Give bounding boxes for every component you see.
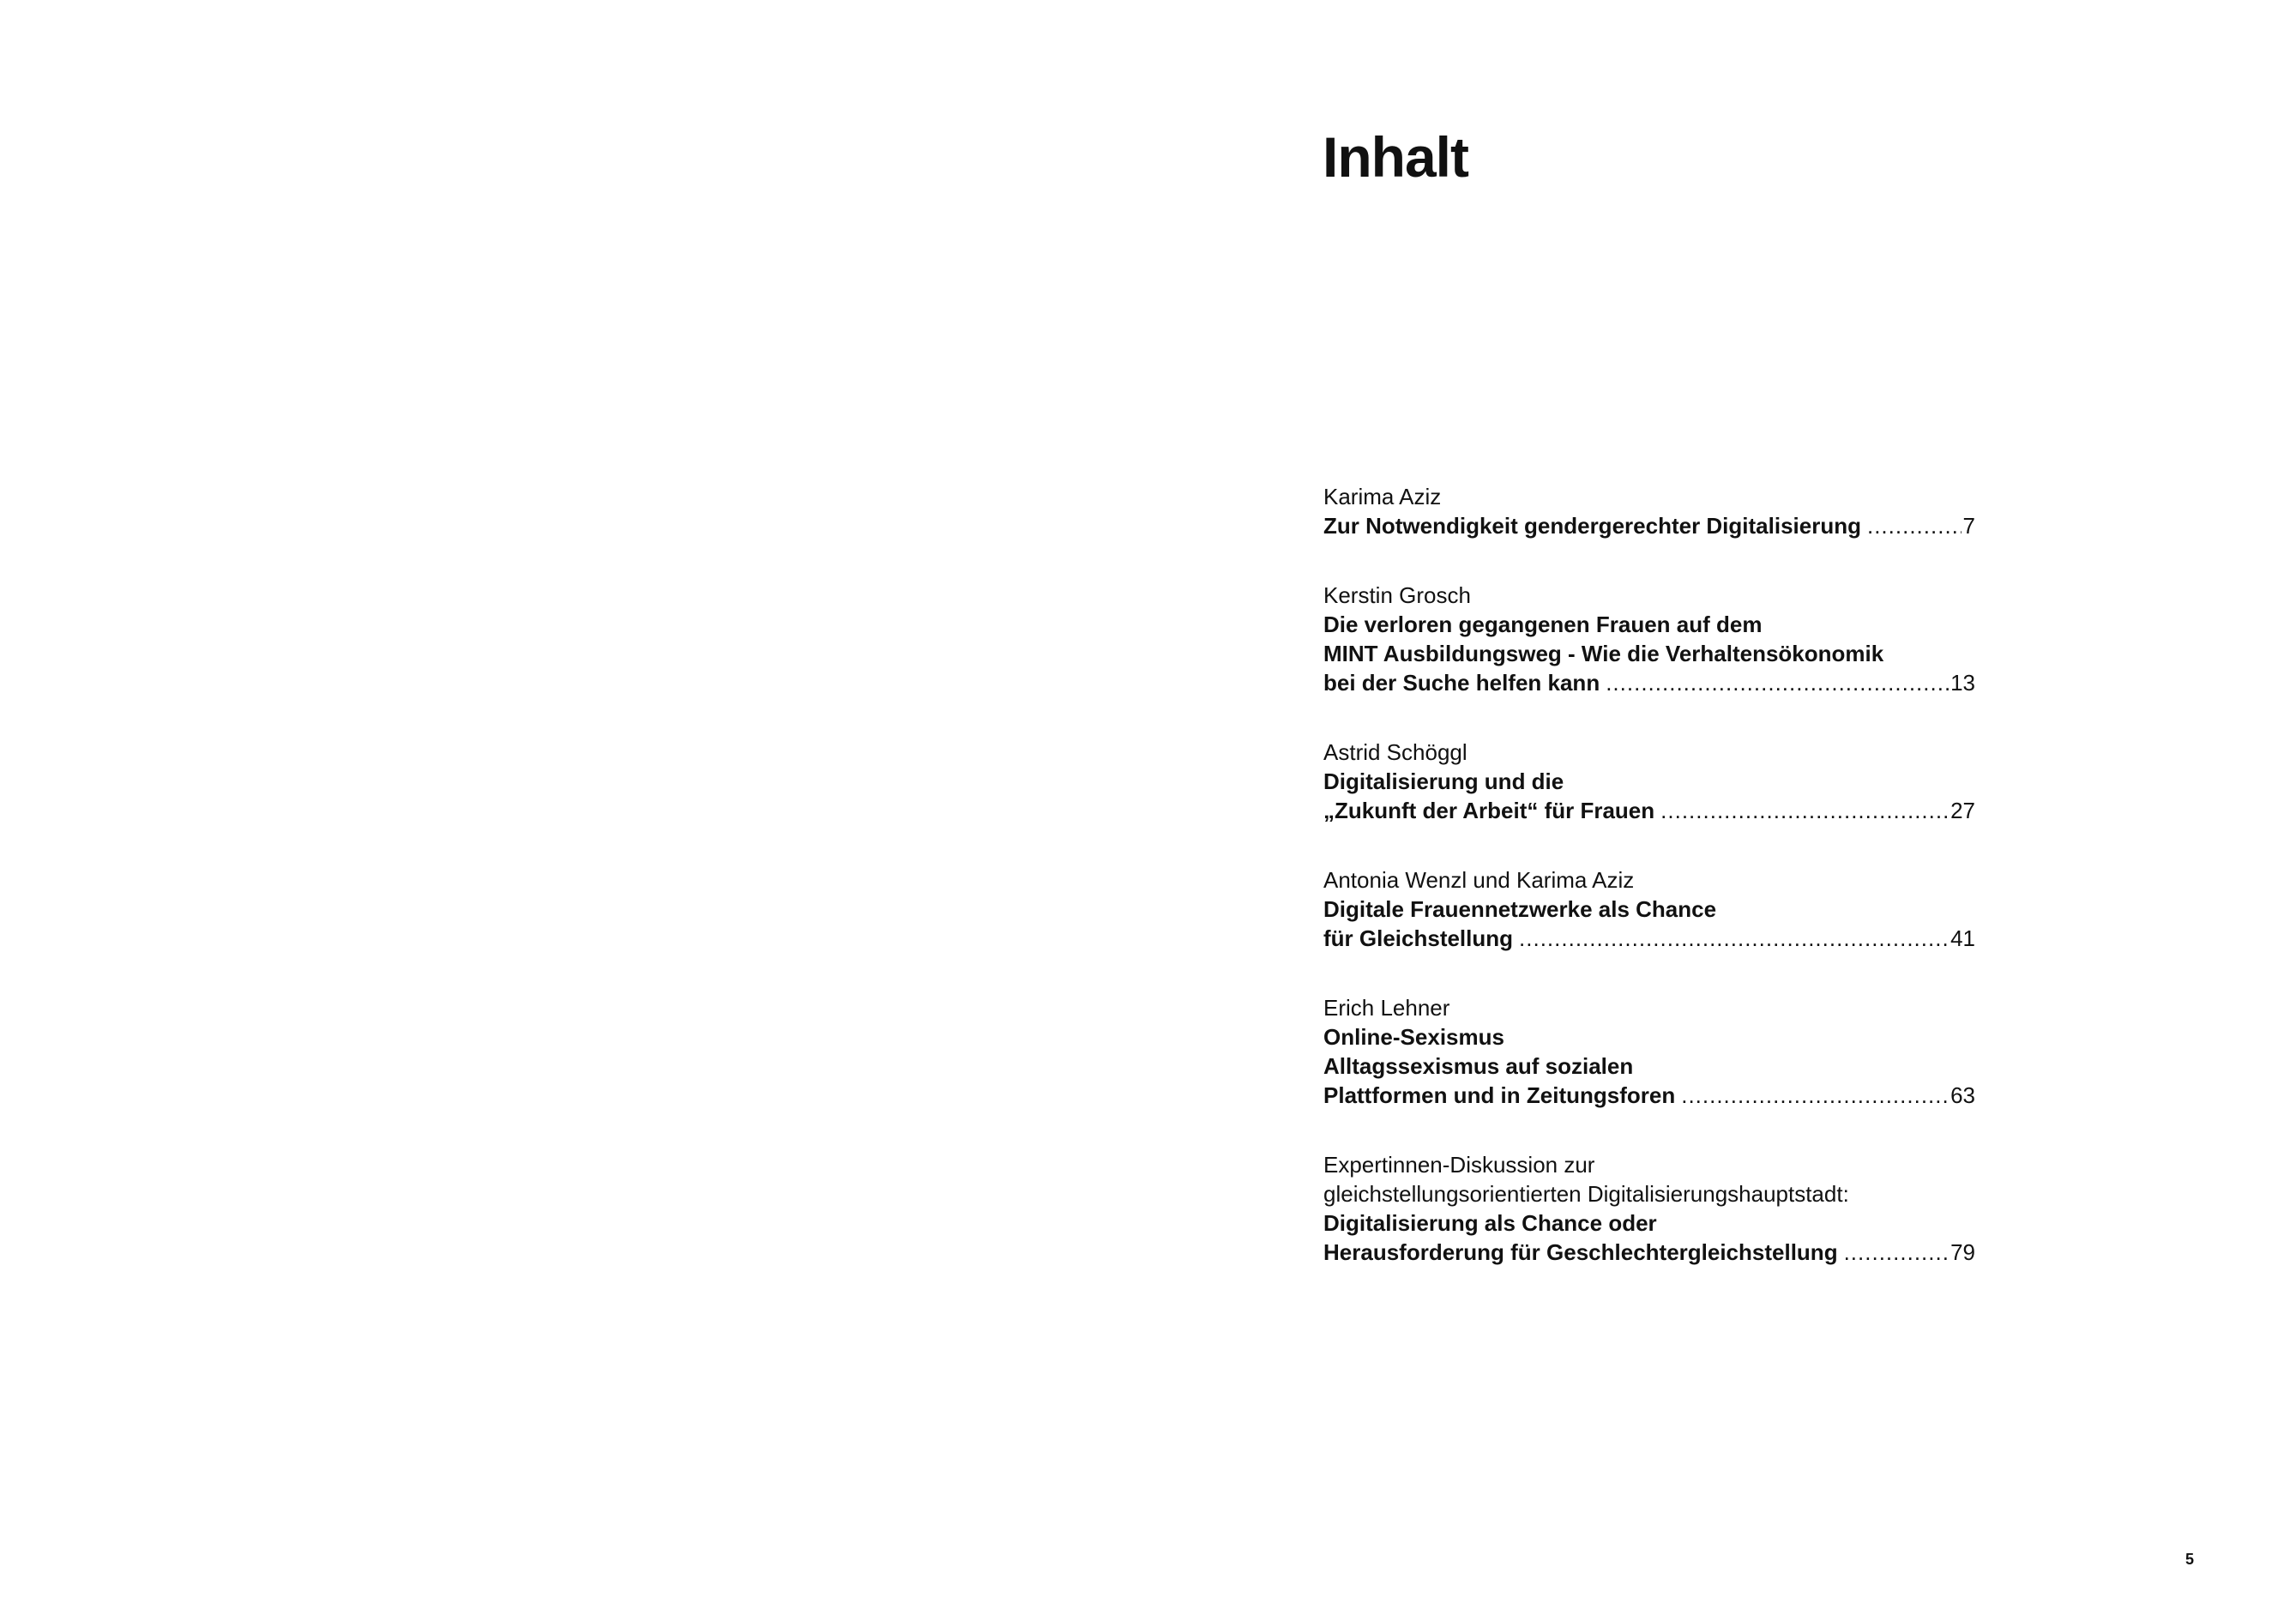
toc-title: Die verloren gegangenen Frauen auf dem: [1323, 612, 1763, 637]
toc-title: Online-Sexismus: [1323, 1024, 1504, 1050]
toc-title: Zur Notwendigkeit gendergerechter Digitalisierung: [1323, 513, 1861, 539]
toc-title: für Gleichstellung: [1323, 925, 1514, 951]
toc-title-line-with-page[interactable]: [1323, 511, 1975, 540]
toc-title: „Zukunft der Arbeit“ für Frauen: [1323, 798, 1655, 823]
toc-page-number: 13: [1950, 670, 1975, 696]
toc-page-number: 27: [1950, 798, 1975, 823]
toc-page-number: 7: [1962, 513, 1975, 539]
toc-author: Expertinnen-Diskussion zur: [1323, 1152, 1595, 1178]
toc-title-line-with-page[interactable]: [1323, 924, 1975, 953]
toc-page-number: 79: [1950, 1239, 1975, 1265]
dot-leader: [1844, 1238, 1949, 1267]
dot-leader: [1519, 924, 1949, 953]
table-of-contents: [1323, 482, 1975, 1307]
page-number-folio: 5: [2185, 1551, 2195, 1568]
toc-title: Plattformen und in Zeitungsforen: [1323, 1082, 1676, 1108]
toc-entry: [1323, 482, 1975, 540]
toc-title: Alltagssexismus auf sozialen: [1323, 1053, 1634, 1079]
page-title: Inhalt: [1323, 125, 1468, 189]
toc-entry: [1323, 738, 1975, 825]
toc-title-line-with-page[interactable]: [1323, 1238, 1975, 1267]
toc-title: Digitalisierung und die: [1323, 768, 1564, 794]
toc-title: Digitale Frauennetzwerke als Chance: [1323, 896, 1717, 922]
toc-title-line-with-page[interactable]: [1323, 796, 1975, 825]
toc-title-line-with-page[interactable]: [1323, 1081, 1975, 1110]
toc-entry: [1323, 993, 1975, 1110]
toc-entry: [1323, 581, 1975, 697]
dot-leader: [1660, 796, 1949, 825]
toc-author: Kerstin Grosch: [1323, 582, 1471, 608]
toc-title: bei der Suche helfen kann: [1323, 670, 1600, 696]
toc-entry: [1323, 1150, 1975, 1267]
toc-title: Herausforderung für Geschlechtergleichstellung: [1323, 1239, 1838, 1265]
toc-title-line-with-page[interactable]: [1323, 668, 1975, 697]
dot-leader: [1606, 668, 1949, 697]
toc-title: MINT Ausbildungsweg - Wie die Verhaltensökonomik: [1323, 641, 1884, 666]
toc-page-number: 41: [1950, 925, 1975, 951]
toc-title: Digitalisierung als Chance oder: [1323, 1210, 1657, 1236]
toc-author: Erich Lehner: [1323, 995, 1450, 1021]
toc-page-number: 63: [1950, 1082, 1975, 1108]
dot-leader: [1867, 511, 1962, 540]
toc-author: Antonia Wenzl und Karima Aziz: [1323, 867, 1635, 893]
toc-author: Astrid Schöggl: [1323, 739, 1467, 765]
toc-entry: [1323, 865, 1975, 953]
toc-author: Karima Aziz: [1323, 484, 1442, 509]
toc-author: gleichstellungsorientierten Digitalisierungshauptstadt:: [1323, 1181, 1849, 1207]
dot-leader: [1681, 1081, 1949, 1110]
